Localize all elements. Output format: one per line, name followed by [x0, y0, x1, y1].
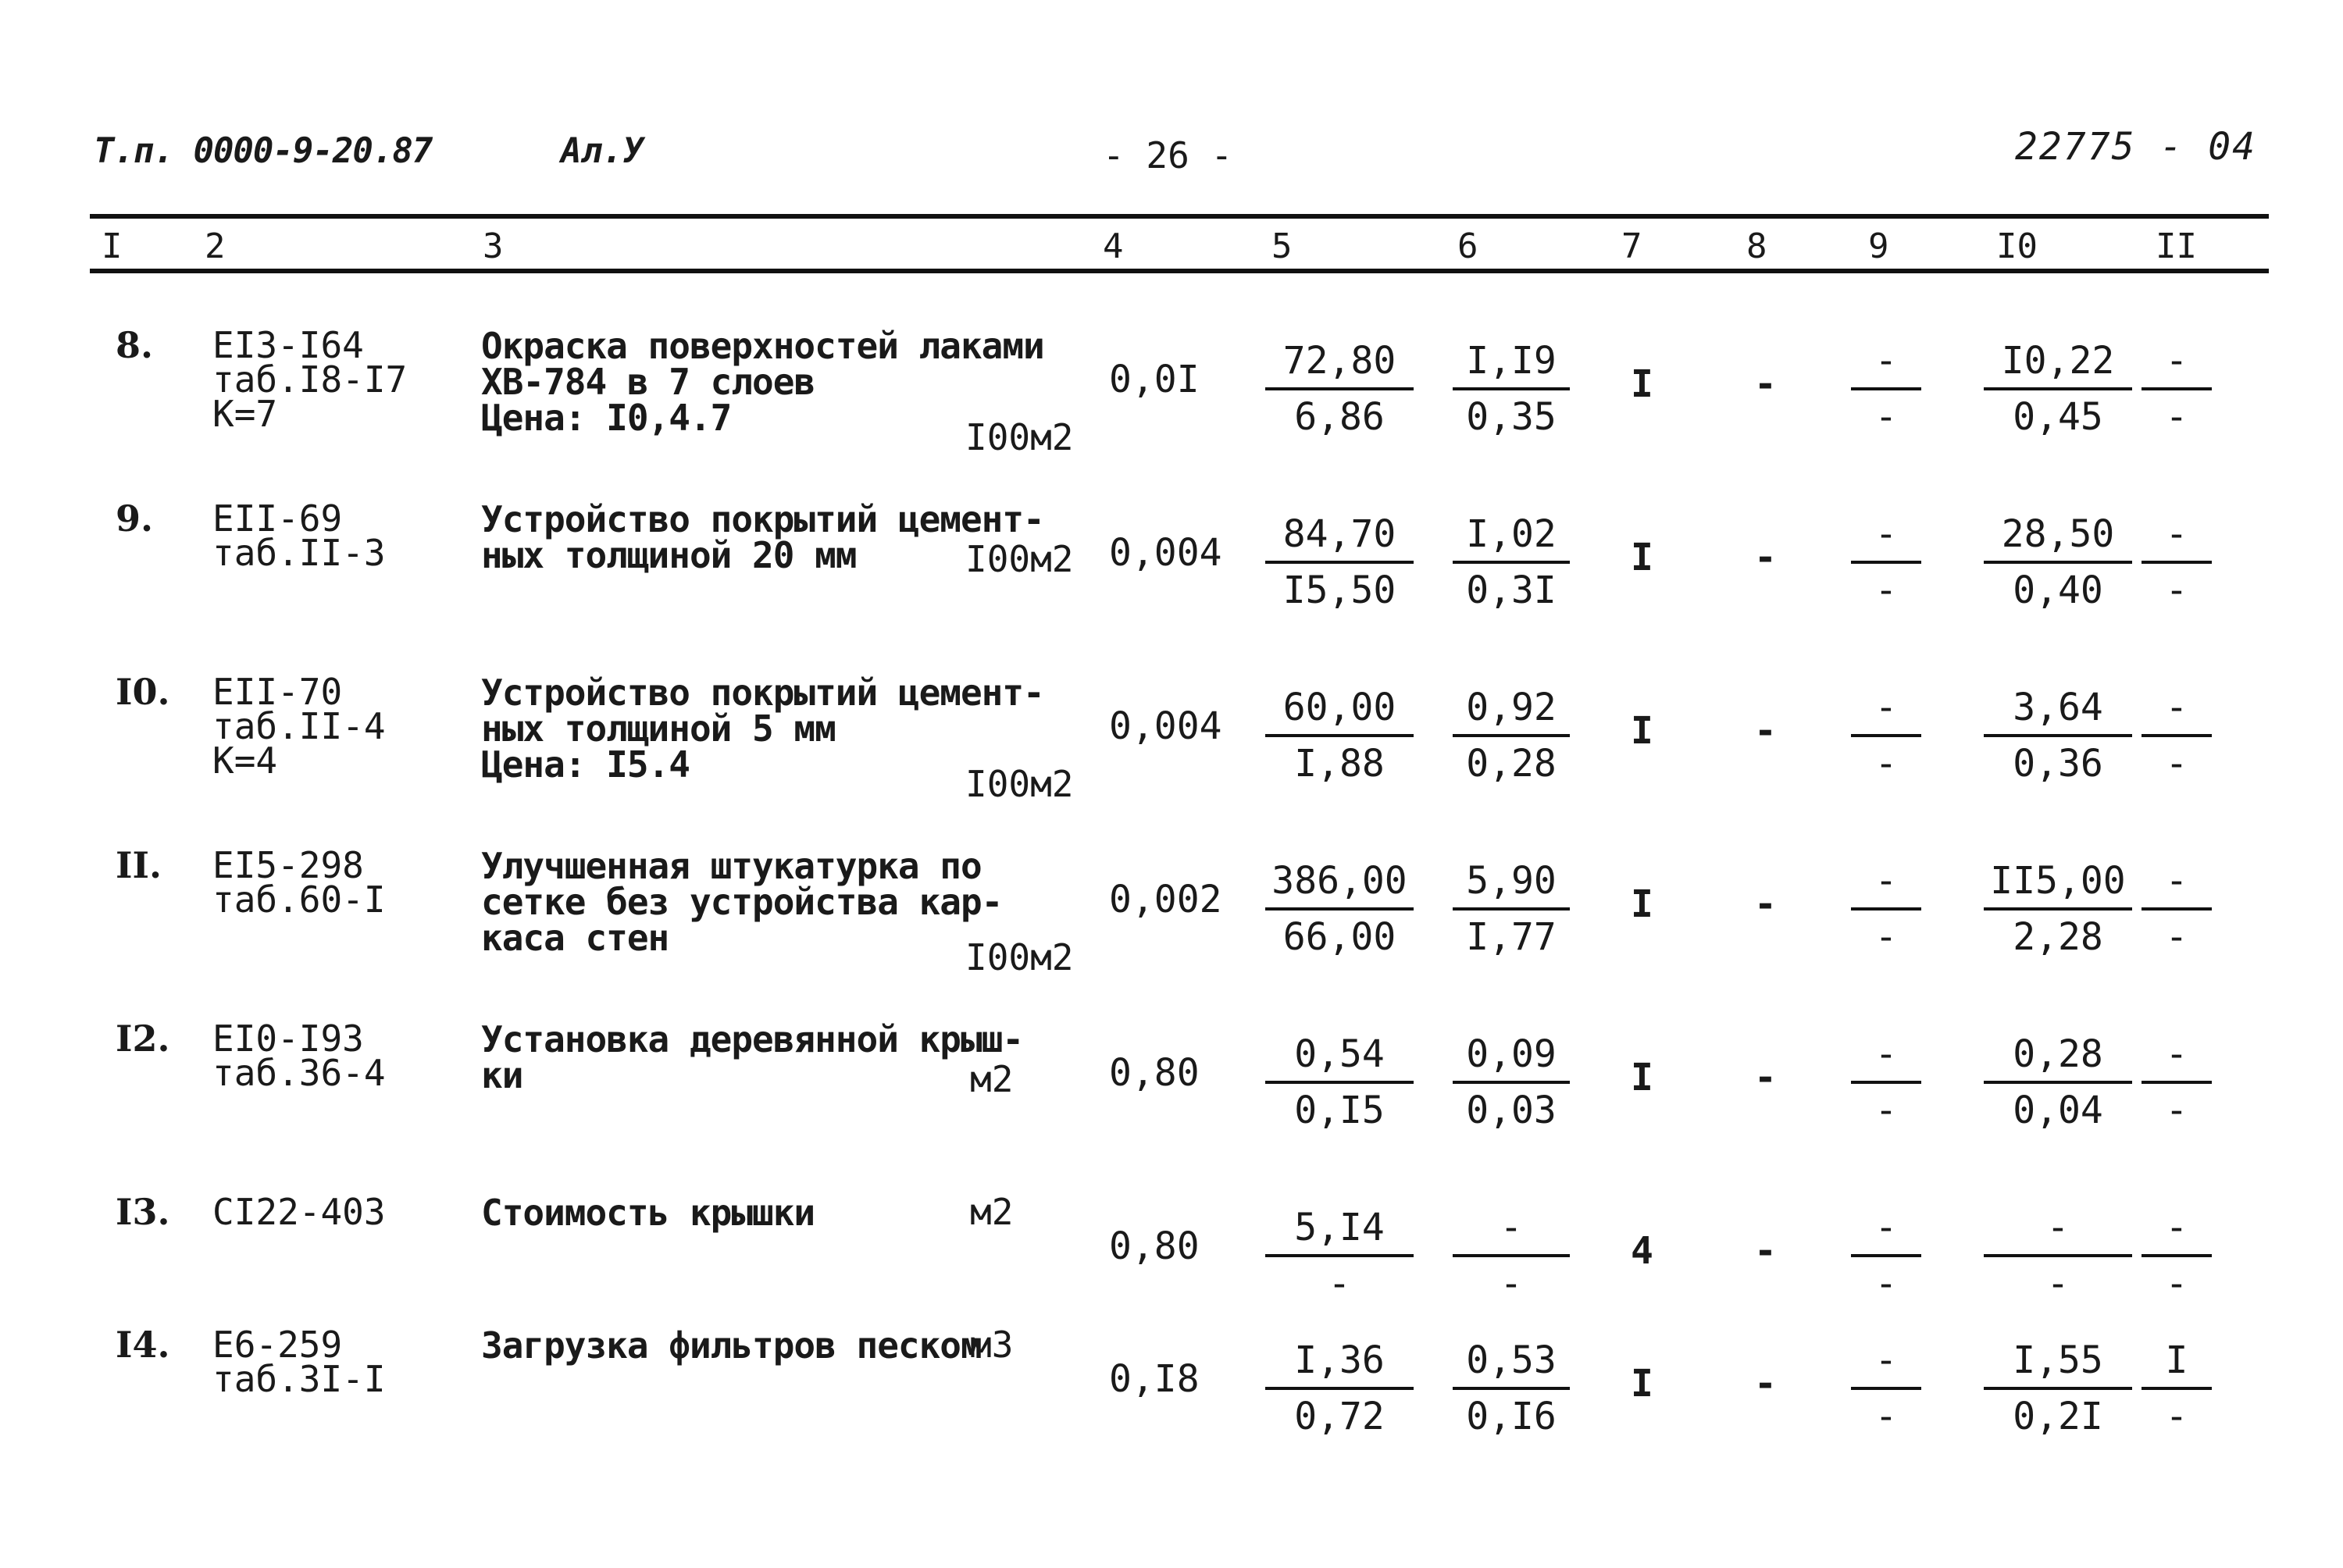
- column-9-fraction: [1851, 1206, 1921, 1306]
- wage-cost-fraction-denominator: I,77: [1466, 915, 1557, 959]
- column-11-fraction-denominator: -: [2165, 1262, 2188, 1306]
- column-header-6: 6: [1457, 226, 1478, 266]
- unit-cost-fraction-denominator: -: [1328, 1262, 1351, 1306]
- column-11-fraction: [2142, 859, 2212, 959]
- norm-code-line: таб.3I-I: [212, 1358, 386, 1400]
- column-11-fraction-numerator: -: [2142, 1035, 2212, 1084]
- unit-cost-fraction: [1265, 1206, 1414, 1306]
- work-description-line: Улучшенная штукатурка по: [481, 845, 982, 887]
- column-11-fraction-denominator: -: [2165, 742, 2188, 786]
- column-header-8: 8: [1746, 226, 1767, 266]
- unit-cost-fraction-numerator: 84,70: [1265, 515, 1414, 564]
- column-11-fraction-denominator: -: [2165, 915, 2188, 959]
- column-8-value: -: [1754, 709, 1777, 753]
- wage-cost-fraction-denominator: 0,I6: [1466, 1395, 1557, 1438]
- column-11-fraction: [2142, 1032, 2212, 1132]
- wage-cost-fraction-denominator: 0,03: [1466, 1089, 1557, 1132]
- norm-code-line: E6-259: [212, 1324, 343, 1366]
- row-number: I3.: [116, 1191, 170, 1233]
- column-7-value: I: [1631, 882, 1653, 926]
- norm-code-line: таб.II-3: [212, 532, 386, 574]
- wage-cost-fraction-numerator: 5,90: [1453, 862, 1570, 911]
- quantity: 0,80: [1109, 1051, 1200, 1095]
- unit-of-measure: м2: [970, 1191, 1014, 1233]
- quantity: 0,80: [1109, 1224, 1200, 1268]
- total-cost-fraction-denominator: 0,04: [2013, 1089, 2103, 1132]
- column-header-5: 5: [1271, 226, 1293, 266]
- norm-code-line: К=7: [212, 393, 278, 435]
- unit-cost-fraction: [1265, 1032, 1414, 1132]
- total-cost-fraction-numerator: 0,28: [1984, 1035, 2132, 1084]
- work-description-line: ХВ-784 в 7 слоев: [481, 361, 815, 403]
- column-11-fraction-numerator: -: [2142, 342, 2212, 390]
- column-header-3: 3: [483, 226, 504, 266]
- unit-of-measure: I00м2: [965, 416, 1074, 458]
- column-9-fraction-numerator: -: [1851, 1342, 1921, 1390]
- column-11-fraction-denominator: -: [2165, 568, 2188, 612]
- column-8-value: -: [1754, 536, 1777, 579]
- column-9-fraction-denominator: -: [1874, 1089, 1898, 1132]
- total-cost-fraction: [1984, 512, 2132, 612]
- column-9-fraction: [1851, 1032, 1921, 1132]
- column-header-9: 9: [1868, 226, 1889, 266]
- unit-cost-fraction: [1265, 1338, 1414, 1438]
- wage-cost-fraction-denominator: -: [1500, 1262, 1523, 1306]
- work-description-line: ных толщиной 5 мм: [481, 707, 836, 750]
- column-11-fraction-numerator: -: [2142, 862, 2212, 911]
- norm-code-line: таб.60-I: [212, 878, 386, 921]
- unit-of-measure: I00м2: [965, 538, 1074, 580]
- row-number: I0.: [116, 671, 170, 713]
- work-description-line: сетке без устройства кар-: [481, 881, 1003, 923]
- header-rule-top: [90, 214, 2269, 219]
- wage-cost-fraction-numerator: 0,92: [1453, 689, 1570, 737]
- wage-cost-fraction: [1453, 1032, 1570, 1132]
- unit-cost-fraction-numerator: 386,00: [1265, 862, 1414, 911]
- column-7-value: 4: [1631, 1229, 1653, 1273]
- quantity: 0,002: [1109, 878, 1222, 921]
- total-cost-fraction-numerator: -: [1984, 1209, 2132, 1257]
- column-8-value: -: [1754, 362, 1777, 406]
- work-description-line: ки: [481, 1054, 523, 1096]
- norm-code-line: таб.36-4: [212, 1052, 386, 1094]
- column-7-value: I: [1631, 536, 1653, 579]
- total-cost-fraction: [1984, 1206, 2132, 1306]
- column-9-fraction: [1851, 1338, 1921, 1438]
- column-header-11: II: [2156, 226, 2197, 266]
- column-9-fraction-numerator: -: [1851, 862, 1921, 911]
- column-8-value: -: [1754, 1229, 1777, 1273]
- norm-code-line: CI22-403: [212, 1191, 386, 1233]
- unit-cost-fraction-numerator: 0,54: [1265, 1035, 1414, 1084]
- document-reference: Т.п. 0000-9-20.87: [94, 131, 433, 171]
- quantity: 0,0I: [1109, 358, 1200, 401]
- column-11-fraction: [2142, 512, 2212, 612]
- total-cost-fraction: [1984, 339, 2132, 439]
- unit-of-measure: м2: [970, 1058, 1014, 1100]
- norm-code-line: EII-70: [212, 671, 343, 713]
- work-description-line: Загрузка фильтров песком: [481, 1324, 982, 1367]
- total-cost-fraction-denominator: 0,36: [2013, 742, 2103, 786]
- column-7-value: I: [1631, 709, 1653, 753]
- column-11-fraction-denominator: -: [2165, 395, 2188, 439]
- column-header-10: I0: [1996, 226, 2038, 266]
- column-9-fraction-numerator: -: [1851, 1035, 1921, 1084]
- quantity: 0,004: [1109, 704, 1222, 748]
- work-description-line: Устройство покрытий цемент-: [481, 672, 1044, 714]
- total-cost-fraction-numerator: I0,22: [1984, 342, 2132, 390]
- wage-cost-fraction: [1453, 1338, 1570, 1438]
- norm-code-line: К=4: [212, 739, 278, 782]
- column-9-fraction: [1851, 686, 1921, 786]
- unit-cost-fraction-numerator: 72,80: [1265, 342, 1414, 390]
- column-9-fraction-denominator: -: [1874, 1395, 1898, 1438]
- column-header-2: 2: [205, 226, 226, 266]
- norm-code-line: таб.I8-I7: [212, 358, 408, 401]
- column-8-value: -: [1754, 1056, 1777, 1099]
- total-cost-fraction-denominator: -: [2046, 1262, 2070, 1306]
- wage-cost-fraction: [1453, 339, 1570, 439]
- column-8-value: -: [1754, 882, 1777, 926]
- work-description-line: Цена: I5.4: [481, 743, 690, 786]
- row-number: I4.: [116, 1324, 170, 1366]
- unit-cost-fraction: [1265, 339, 1414, 439]
- column-header-4: 4: [1103, 226, 1124, 266]
- wage-cost-fraction-numerator: 0,53: [1453, 1342, 1570, 1390]
- column-header-7: 7: [1621, 226, 1642, 266]
- wage-cost-fraction-denominator: 0,35: [1466, 395, 1557, 439]
- column-header-1: I: [102, 226, 123, 266]
- norm-code-line: EI3-I64: [212, 324, 364, 366]
- column-11-fraction-numerator: -: [2142, 1209, 2212, 1257]
- row-number: II.: [116, 844, 162, 886]
- wage-cost-fraction: [1453, 1206, 1570, 1306]
- norm-code-line: EII-69: [212, 497, 343, 540]
- work-description-line: Стоимость крышки: [481, 1192, 815, 1234]
- unit-cost-fraction-numerator: 5,I4: [1265, 1209, 1414, 1257]
- column-11-fraction-denominator: -: [2165, 1089, 2188, 1132]
- column-8-value: -: [1754, 1362, 1777, 1406]
- unit-of-measure: I00м2: [965, 763, 1074, 805]
- column-9-fraction-numerator: -: [1851, 689, 1921, 737]
- wage-cost-fraction: [1453, 859, 1570, 959]
- total-cost-fraction: [1984, 859, 2132, 959]
- work-description-line: Устройство покрытий цемент-: [481, 498, 1044, 540]
- column-11-fraction: [2142, 1206, 2212, 1306]
- norm-code-line: таб.II-4: [212, 705, 386, 747]
- total-cost-fraction-denominator: 2,28: [2013, 915, 2103, 959]
- unit-cost-fraction: [1265, 686, 1414, 786]
- wage-cost-fraction-denominator: 0,3I: [1466, 568, 1557, 612]
- column-7-value: I: [1631, 362, 1653, 406]
- wage-cost-fraction-numerator: I,02: [1453, 515, 1570, 564]
- row-number: 8.: [116, 324, 154, 366]
- work-description-line: Цена: I0,4.7: [481, 397, 732, 439]
- unit-cost-fraction-denominator: 6,86: [1294, 395, 1385, 439]
- total-cost-fraction-numerator: II5,00: [1984, 862, 2132, 911]
- column-9-fraction-numerator: -: [1851, 342, 1921, 390]
- work-description-line: ных толщиной 20 мм: [481, 534, 857, 576]
- quantity: 0,I8: [1109, 1357, 1200, 1401]
- column-9-fraction: [1851, 512, 1921, 612]
- total-cost-fraction-denominator: 0,45: [2013, 395, 2103, 439]
- row-number: I2.: [116, 1017, 170, 1060]
- norm-code-line: EI0-I93: [212, 1017, 364, 1060]
- column-11-fraction: [2142, 1338, 2212, 1438]
- column-11-fraction: [2142, 686, 2212, 786]
- wage-cost-fraction-numerator: -: [1453, 1209, 1570, 1257]
- unit-cost-fraction-denominator: I5,50: [1282, 568, 1396, 612]
- unit-cost-fraction-denominator: 66,00: [1282, 915, 1396, 959]
- column-9-fraction-numerator: -: [1851, 515, 1921, 564]
- unit-cost-fraction-denominator: I,88: [1294, 742, 1385, 786]
- header-rule-bottom: [90, 269, 2269, 273]
- total-cost-fraction-denominator: 0,40: [2013, 568, 2103, 612]
- unit-of-measure: м3: [970, 1324, 1014, 1366]
- column-7-value: I: [1631, 1362, 1653, 1406]
- document-code: 22775 - 04: [2015, 125, 2256, 169]
- wage-cost-fraction: [1453, 686, 1570, 786]
- unit-cost-fraction: [1265, 512, 1414, 612]
- unit-cost-fraction-numerator: I,36: [1265, 1342, 1414, 1390]
- work-description-line: Окраска поверхностей лаками: [481, 325, 1044, 367]
- wage-cost-fraction-numerator: I,I9: [1453, 342, 1570, 390]
- page-number: - 26 -: [1103, 134, 1233, 176]
- row-number: 9.: [116, 497, 154, 540]
- total-cost-fraction: [1984, 1338, 2132, 1438]
- wage-cost-fraction: [1453, 512, 1570, 612]
- column-11-fraction-numerator: -: [2142, 515, 2212, 564]
- quantity: 0,004: [1109, 531, 1222, 575]
- total-cost-fraction-numerator: 3,64: [1984, 689, 2132, 737]
- column-11-fraction-numerator: I: [2142, 1342, 2212, 1390]
- work-description-line: Установка деревянной крыш-: [481, 1018, 1024, 1060]
- total-cost-fraction-denominator: 0,2I: [2013, 1395, 2103, 1438]
- wage-cost-fraction-numerator: 0,09: [1453, 1035, 1570, 1084]
- column-9-fraction: [1851, 339, 1921, 439]
- work-description-line: каса стен: [481, 917, 669, 959]
- total-cost-fraction: [1984, 686, 2132, 786]
- unit-cost-fraction-denominator: 0,I5: [1294, 1089, 1385, 1132]
- unit-cost-fraction-numerator: 60,00: [1265, 689, 1414, 737]
- unit-cost-fraction: [1265, 859, 1414, 959]
- column-9-fraction-denominator: -: [1874, 568, 1898, 612]
- column-11-fraction-denominator: -: [2165, 1395, 2188, 1438]
- column-9-fraction-numerator: -: [1851, 1209, 1921, 1257]
- column-11-fraction: [2142, 339, 2212, 439]
- sheet-label: Ал.У: [561, 131, 644, 171]
- unit-of-measure: I00м2: [965, 936, 1074, 978]
- total-cost-fraction-numerator: 28,50: [1984, 515, 2132, 564]
- total-cost-fraction: [1984, 1032, 2132, 1132]
- column-7-value: I: [1631, 1056, 1653, 1099]
- wage-cost-fraction-denominator: 0,28: [1466, 742, 1557, 786]
- column-9-fraction: [1851, 859, 1921, 959]
- column-9-fraction-denominator: -: [1874, 1262, 1898, 1306]
- norm-code-line: EI5-298: [212, 844, 364, 886]
- column-11-fraction-numerator: -: [2142, 689, 2212, 737]
- column-9-fraction-denominator: -: [1874, 742, 1898, 786]
- total-cost-fraction-numerator: I,55: [1984, 1342, 2132, 1390]
- column-9-fraction-denominator: -: [1874, 395, 1898, 439]
- unit-cost-fraction-denominator: 0,72: [1294, 1395, 1385, 1438]
- column-9-fraction-denominator: -: [1874, 915, 1898, 959]
